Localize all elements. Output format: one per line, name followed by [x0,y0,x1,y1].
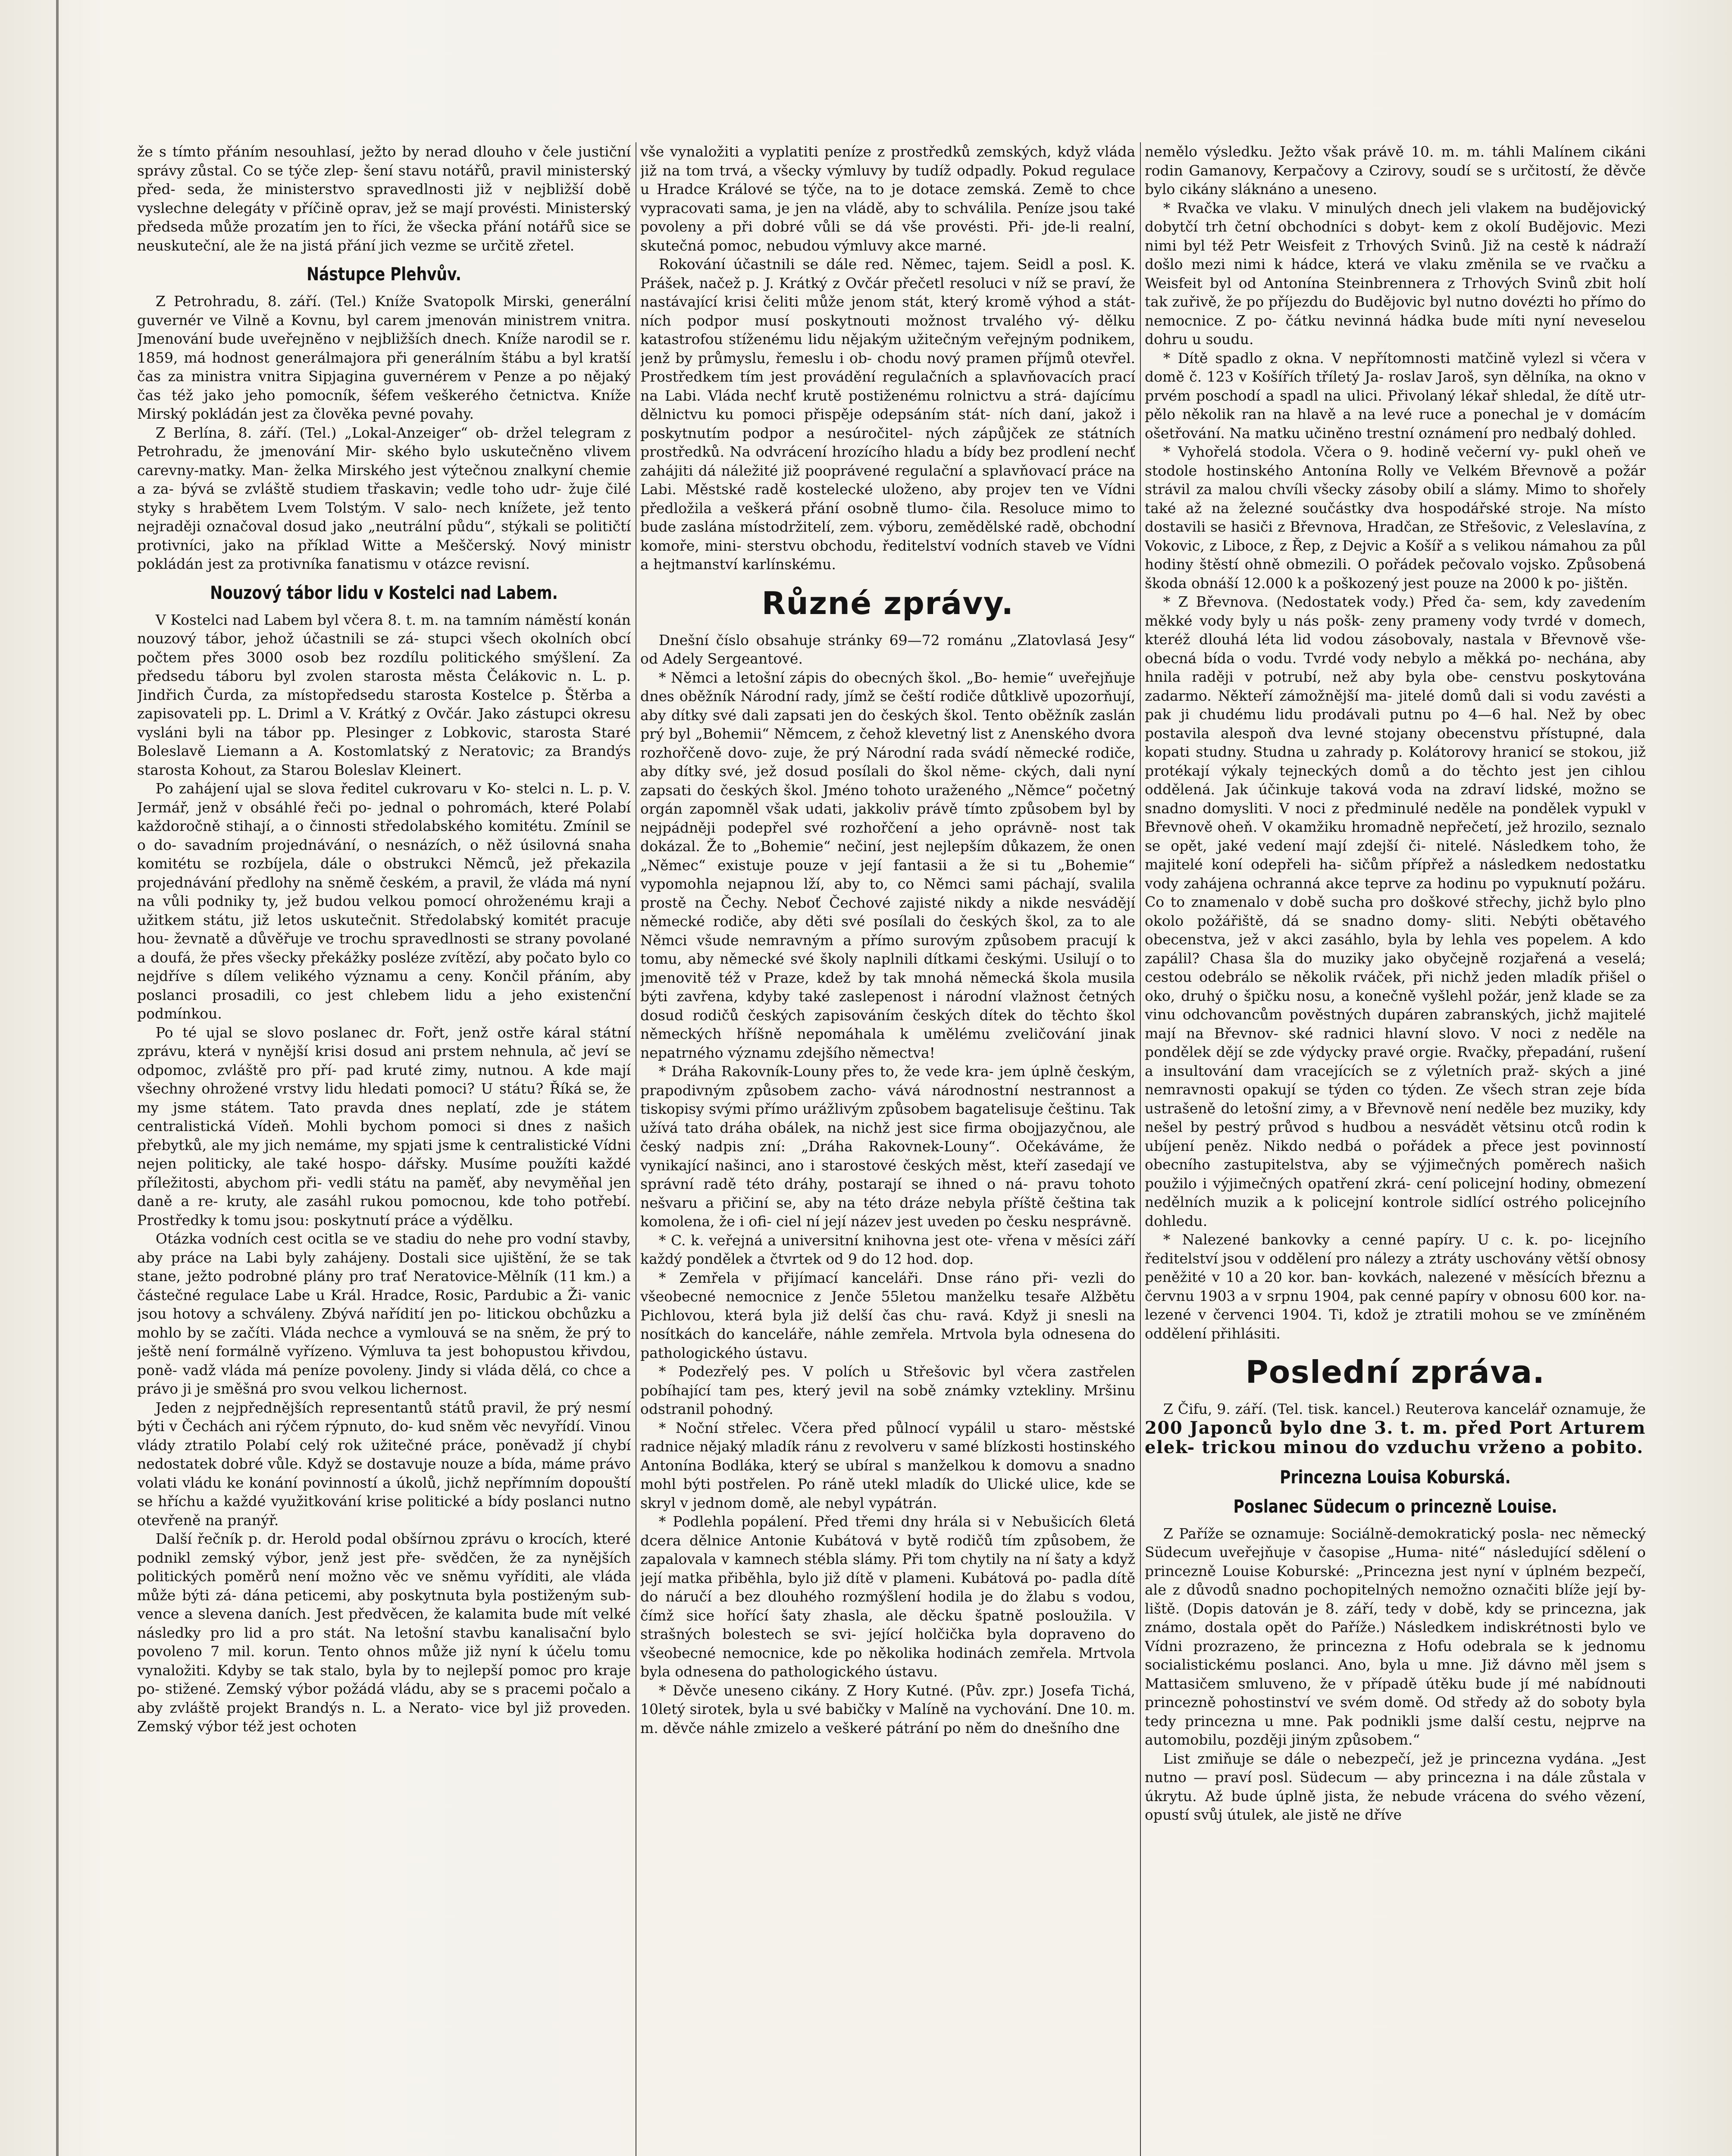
column-2 [640,142,1135,2156]
column-3 [1145,142,1646,2156]
paragraph-notari: že s tímto přáním nesouhlasí, ježto by nerad dlouho v čele justiční správy zůstal. Co se týče zlep- šení stavu notářů, pravil ministerský před- seda, že ministerstvo spravedlnosti již v nejbližší době vyslechne delegáty v příčině oprav, jež se mají provésti. Ministerský předseda může prozatím jen to říci, že všecka přání notářů sice se neuskuteční, ale že na jistá přání jich vezme se určitě zřetel. [137,143,631,254]
paragraph-brevnov: * Z Břevnova. (Nedostatek vody.) Před ča- sem, kdy zavedením měkké vody byly u nás pošk- zeny prameny vody tvrdé v domech, kteréž dlouhá léta lid vodou zásobovaly, nastala v Břevnově vše- obecná bída o vodu. Tvrdé vody nebylo a měkká po- nechána, aby hnila raději v potrubí, než aby byla obe- censtvu poskytována zadarmo. Někteří zámožnější ma- jitelé domů dali si vodu zavésti a pak ji chudému lidu prodávali putnu po 4—6 hal. Než by obec postavila alespoň dva levné stojany obecenstvu přístupné, dala kopati studny. Studna u zahrady p. Kolátorovy hranicí se stokou, již protékají výkaly tejneckých domů a do těchto jest jen cihlou oddělená. Jak účinkuje taková voda na zdraví lidské, možno se snadno domysliti. V noci z předminulé neděle na pondělek vypukl v Břevnově oheň. V okamžiku hromadně nepřečetí, jež hrozilo, seznalo se opět, jaké vedení mají zdejší či- nitelé. Následkem toho, že majitelé koní odepřeli ha- sičům přípřež a následkem nedostatku vody zahájena ochranná akce teprve za hodinu po vypuknutí požáru. Co to znamenalo v době sucha pro doškové střechy, jichž bylo plno okolo požářiště, dá se snadno domy- sliti. Nebýti obětavého obecenstva, jež v akci zasáhlo, byla by lehla ves popelem. A kdo zapálil? Chasa šla do muziky jako obyčejně rozjařená a veselá; cestou odebrálo se několik rváček, při nichž jeden mladík přišel o oko, druhý o špičku nosu, a konečně vyšlehl požár, jenž klade se za vinu odchovancům pověstných dupáren zabranských, jichž majitelé mají na Břevnov- ské radnici hlavní slovo. V noci z neděle na pondělek dějí se zde výdycky pravé orgie. Rvačky, přepadání, rušení a insultování dam vracejících se z výletních praž- ských a jiné nemravnosti opakují se týden co týden. Ze všech stran zeje bída ustrašeně do letošní zimy, a v Břevnově není neděle bez muziky, kdy nešel by pestrý průvod s hudbou a nesvádět větsinu otců rodin k ubíjení peněz. Nikdo nedbá o pořádek a přece jest povinností obecního zastupitelstva, aby se výjimečných poměrech našich použilo i výjimečných opatření zkrá- cení policejní hodiny, obmezení nedělních muzik a k policejní kontrole sidlící ostrého policejního dohledu. [1145,593,1646,1229]
paragraph-resoluce: Rokování účastnili se dále red. Němec, tajem. Seidl a posl. K. Prášek, načež p. J. Krátký z Ovčár přečetl resoluci v níž se praví, že nastávající krisi čeliti může jenom stát, který kromě výhod a stát- ních podpor musí poskytnouti možnost trvalého vý- dělku katastrofou stíženému lidu nějakým užitečným veřejným podnikem, jenž by průmyslu, řemeslu i ob- chodu nový pramen příjmů otevřel. Prostředkem tím jest provádění regulačních a splavňovacích prací na Labi. Vláda nechť krutě postiženému rolnictvu a strá- dajícímu dělnictvu ku pomoci přispěje odepsáním stát- ních daní, jakož i poskytnutím podpor a nesúročitel- ných zápůjček ze státních prostředků. Na odvrácení hrozícího hladu a bídy bez prodlení nechť zahájiti dá náležité již pooprávené regulační a splavňovací práce na Labi. Městské radě kostelecké uloženo, aby projev ten ve Vídni předložila a veškerá přání osobně tlumo- čila. Resoluce mimo to bude zaslána místodržitelí, zem. výboru, zemědělské radě, obchodní komoře, mini- sterstvu obchodu, ředitelství vodních staveb ve Vídni a hejtmanství karlínskému. [640,256,1135,573]
paragraph-draha-rakovnik: * Dráha Rakovník-Louny přes to, že vede kra- jem úplně českým, prapodivným způsobem zacho- vává národnostní nestrannost a tiskopisy svými přímo urážlivým způsobem bagatelisuje češtinu. Tak užívá tato dráha obálek, na nichž jest sice firma obojjazyčnou, ale český nadpis zní: „Dráha Rakovnek-Louny“. Očekáváme, že vynikající našinci, ano i starostové českých měst, kteří zasedají ve správní radě této dráhy, postarají se ihned o ná- pravu tohoto nešvaru a přičiní se, aby na této dráze nebyla příště čeština tak komolena, že i ofi- ciel ní její název jest uveden po česku nesprávně. [640,1063,1135,1230]
paragraph-pariz: Z Paříže se oznamuje: Sociálně-demokratický posla- nec německý Südecum uveřejňuje v časopise „Huma- nité“ následující sdělení o princezně Louise Koburské: „Princezna jest nyní v úplném bezpečí, ale z důvodů snadno pochopitelných nemožno označiti blíže její by- liště. (Dopis datován je 8. září, tedy v době, kdy se princezna, jak známo, dostala opět do Paříže.) Následkem indiskrétnosti bylo ve Vídni prozrazeno, že princezna z Hofu odebrala se k jednomu socialistickému poslanci. Ano, byla u mne. Již dávno měl jsem s Mattasičem smluveno, že v případě útěku bude jí mé nabídnouti princezně pohostinství ve svém domě. Od středy až do soboty byla tedy princezna u mne. Pak podnikli jsme další cestu, nejprve na automobilu, později jiným způsobem.“ [1145,1525,1646,1748]
heading-nouzovy-tabor: Nouzový tábor lidu v Kostelci nad Labem. [210,582,558,603]
heading-sudecum: Poslanec Südecum o princezně Louise. [1233,1495,1557,1517]
heading-ruzne-zpravy: Různé zprávy. [761,585,1014,621]
paragraph-vyhorela-stodola: * Vyhořelá stodola. Včera o 9. hodině večerní vy- pukl oheň ve stodole hostinského Antonína Rolly ve Velkém Břevnově a požár strávil za malou chvíli všecky zásoby obilí a slámy. Mimo to shořely také až na železné součástky dva hospodářské stroje. Na místo dostavili se hasiči z Břevnova, Hradčan, ze Střešovic, z Veleslavína, z Vokovic, z Liboce, z Řep, z Dejvic a Košíř a s velikou námahou za půl hodiny štěstí ohně obmezili. O pořádek pečovalo vojsko. Způsobená škoda obnáší 12.000 k a poškozený jest pouze na 2000 k po- jištěn. [1145,443,1646,592]
paragraph-vodni-cesty: Otázka vodních cest ocitla se ve stadiu do nehe pro vodní stavby, aby práce na Labi byly zahájeny. Dostali sice ujištění, že se tak stane, ježto podrobné plány pro trať Neratovice-Mělník (11 km.) a částečné regulace Labe u Král. Hradce, Rosic, Pardubic a Ži- vanic jsou hotovy a schváleny. Zbývá nařídití jen po- litickou obchůzku a mohlo by se začíti. Vláda nechce a vymlouvá se na sněm, že prý to ještě není formálně vyřízeno. Výmluva ta jest bohopustou křivdou, poně- vadž vláda má peníze povoleny. Jindy si vláda dělá, co chce a právo ji je směšná pro svou velkou lichernost. [137,1230,631,1397]
heading-posledni-zprava: Poslední zpráva. [1245,1354,1545,1390]
paragraph-nemci-zapis: * Němci a letošní zápis do obecných škol. „Bo- hemie“ uveřejňuje dnes oběžník Národní rady, jímž se čeští rodiče důtklivě upozorňují, aby dítky své dali zapsati jen do českých škol. Tento oběžník zaslán prý byl „Bohemii“ Němcem, z čehož klevetný list z Anenského dvora rozhořčeně dovo- zuje, že prý Národní rada svádí německé rodiče, aby dítky své, jež dosud posílali do škol něme- ckých, dali nyní zapsati do českých škol. Jméno tohoto uraženého „Němce“ početný orgán zapomněl však udati, jakkoliv právě tímto způsobem byl by nejpádněji podepřel své rozhořčení a jeho oprávně- nost tak dokázal. Že to „Bohemie“ nečiní, jest nejlepším důkazem, že onen „Němec“ existuje pouze v její fantasii a že si tu „Bohemie“ vypomohla nejapnou lží, aby to, co Němci sami páchají, svalila prostě na Čechy. Neboť Čechové zajisté nikdy a nikde nesvádějí německé rodiče, aby děti své posílali do českých škol, za to ale Němci všude nemravným a přímo surovým způsobem pracují k tomu, aby německé své školy naplnili dítkami českými. Usilují o to jmenovitě též v Praze, kdež by tak mnohá německá škola musila býti zavřena, kdyby také zaslepenost i národní vlažnost četných dosud rodičů českých zapisováním českých dítek do těchto škol německých hříšně nepomáhala k umělému zveličování jinak nepatrného významu zdejšího němectva! [640,669,1135,1061]
heading-princezna-louisa: Princezna Louisa Koburská. [1280,1466,1511,1488]
paragraph-podezrely-pes: * Podezřelý pes. V polích u Střešovic byl včera zastřelen pobíhající tam pes, který jevil na sobě známky vztekliny. Mršinu odstranil pohodný. [640,1363,1135,1417]
heading-nastupce-plehvuv: Nástupce Plehvův. [307,263,461,285]
paragraph-berlin: Z Berlína, 8. září. (Tel.) „Lokal-Anzeiger“ ob- držel telegram z Petrohradu, že jmenování Mir- ského bylo uskutečněno vlivem carevny-matky. Man- želka Mirského jest výtečnou znalkyní chemie a za- bývá se zvláště studiem třaskavin; vedle toho udr- žuje čilé styky s hrabětem Lvem Tolstým. V salo- nech knížete, jež tento nejraději označoval dosud jako „neutrální půdu“, stýkali se političtí protivníci, jako na příklad Witte a Meščerský. Nový ministr pokládán jest za protivníka fanatismu v otázce revisní. [137,424,631,572]
column-1 [137,142,631,2156]
paragraph-fort: Po té ujal se slovo poslanec dr. Fořt, jenž ostře káral státní zprávu, která v nynější krisi dosud ani prstem nehnula, ač jeví se odpomoc, zvláště pro pří- pad kruté zimy, nutnou. A kde mají všechny ohrožené vrstvy lidu hledati pomoci? U státu? Říká se, že my jsme státem. Tato pravda dnes neplatí, zde je státem centralistická Vídeň. Mohli bychom pomoci si dnes z našich přebytků, ale my jich nemáme, my spjati jsme k centralistické Vídni nejen politicky, ale také hospo- dářsky. Musíme použíti každé příležitosti, abychom při- vedli státu na paměť, aby nevyměňal jen daně a re- kruty, ale zasáhl rukou pomocnou, kde toho potřebí. Prostředky k tomu jsou: poskytnutí práce a výdělku. [137,1024,631,1228]
paragraph-roman-notice: Dnešní číslo obsahuje stránky 69—72 románu „Zlatovlasá Jesy“ od Adely Sergeantové. [640,631,1135,667]
column-rule-2 [1140,142,1141,2156]
paragraph-herold: Další řečník p. dr. Herold podal obšírnou zprávu o krocích, které podnikl zemský výbor, jenž jest pře- svědčen, že za nynějších politických poměrů není možno věc ve sněmu vyříditi, ale vláda může býti zá- dána peticemi, aby poskytnuta byla postiženým sub- vence a slevena daních. Jest předvěcen, že kalamita bude mít velké následky pro lid a pro stát. Na letošní stavbu kanalisační bylo povoleno 7 mil. korun. Tento ohnos může již nyní k účelu tomu vynaložiti. Kdyby se tak stalo, byla by to nejlepší pomoc pro kraje po- stižené. Zemský výbor požádá vládu, aby se s pracemi počalo a aby zvláště projekt Brandýs n. L. a Nerato- vice byl již proveden. Zemský výbor též jest ochoten [137,1530,631,1735]
paragraph-devce-uneseno: * Děvče uneseno cikány. Z Hory Kutné. (Pův. zpr.) Josefa Tichá, 10letý sirotek, byla u své babičky v Malíně na vychování. Dne 10. m. m. děvče náhle zmizelo a veškeré pátrání po něm do dnešního dne [640,1682,1135,1736]
port-artur-lead: Z Čifu, 9. září. (Tel. tisk. kancel.) Reuterova kancelář oznamuje, že [1163,1401,1646,1417]
page-edge-shadow [56,0,59,2156]
paragraph-zemrela: * Zemřela v přijímací kanceláři. Dnse ráno při- vezli do všeobecné nemocnice z Jenče 55letou manželku tesaře Alžbětu Pichlovou, která byla již delší čas chu- ravá. Když ji snesli na nosítkách do kanceláře, náhle zemřela. Mrtvola byla odnesena do pathologického ústavu. [640,1269,1135,1361]
paragraph-dite-spadlo: * Dítě spadlo z okna. V nepřítomnosti matčině vylezl si včera v domě č. 123 v Košířích tříletý Ja- roslav Jaroš, syn dělníka, na okno v prvém poschodí a spadl na ulici. Přivolaný lékař shledal, že dítě utr- pělo několik ran na hlavě a na levé ruce a ponechal je v domácím ošetřování. Na matku učiněno trestní oznámení pro nedbalý dohled. [1145,349,1646,442]
paragraph-bankovky: * Nalezené bankovky a cenné papíry. U c. k. po- licejního ředitelství jsou v oddělení pro nálezy a ztráty uschovány větší obnosy peněžité v 10 a 20 kor. ban- kovkách, nalezené v měsících březnu a červnu 1903 a v srpnu 1904, pak cenné papíry v obnosu 600 kor. na- lezené v červenci 1904. Ti, kdož je ztratili mohou se ve zmíněném oddělení přihlásiti. [1145,1231,1646,1342]
paragraph-tabor-intro: V Kostelci nad Labem byl včera 8. t. m. na tamním náměstí konán nouzový tábor, jehož účastnili se zá- stupci všech okolních obcí počtem přes 3000 osob bez rozdílu politického smýšlení. Za předsedu táboru byl zvolen starosta města Čelákovic n. L. p. Jindřich Čurda, za místopředsedu starosta Kostelce p. Štěrba a zapisovateli pp. L. Driml a V. Krátký z Ovčár. Jako zástupci okresu vysláni byli na tábor pp. Plesinger z Lobkovic, starosta Staré Boleslavě Liemann a A. Kostomlatský z Neratovic; za Brandýs starosta Kohout, za Starou Boleslav Kleinert. [137,611,631,778]
paragraph-list-zminuje: List zmiňuje se dále o nebezpečí, jež je princezna vydána. „Jest nutno — praví posl. Südecum — aby princezna i na dále zůstala v úkrytu. Až bude úplně jista, že nebude vrácena do svého vězení, opustí svůj útulek, ale jistě ne dříve [1145,1750,1646,1823]
paragraph-cikani: nemělo výsledku. Ježto však právě 10. m. m. táhli Malínem cikáni rodin Gamanovy, Kerpačovy a Czirovy, soudí se s určitostí, že děvče bylo cikány sláknáno a uneseno. [1145,143,1646,197]
paragraph-port-artur [1145,1400,1646,1458]
paragraph-knihovna: * C. k. veřejná a universitní knihovna jest ote- vřena v měsíci září každý pondělek a čtvrtek od 9 do 12 hod. dop. [640,1232,1135,1267]
paragraph-representant: Jeden z nejpřednějších representantů států pravil, že prý nesmí býti v Čechách ani rýčem rýpnuto, do- kud sněm věc nevyřídí. Vinou vlády ztratilo Polabí celý rok užitečné práce, poněvadž jí chybí nedostatek dobré vůle. Když se dostavuje nouze a bída, máme právo volati vládu ke konání povinností a úkolů, jichž nepřímním dopouští se hříchu a každé využitkování krise politické a bídy poslanci nutno otevřeně na pranýř. [137,1399,631,1529]
paragraph-jermar: Po zahájení ujal se slova ředitel cukrovaru v Ko- stelci n. L. p. V. Jermář, jenž v obsáhlé řeči po- jednal o pohromách, které Polabí každoročně stihají, a o činnosti středolabského komitétu. Zmínil se o do- savadním projednávání, o nesnázích, o něž úsilovná snaha komitétu se rozbíjela, dále o obstrukci Němců, jež překazila projednávání předlohy na sněmě českém, a pravil, že vláda má nyní na vůli podniky ty, jež budou velkou pomocí ohroženému kraji a užitkem státu, již letos uskutečnit. Středolabský komitét pracuje hou- ževnatě a důvěřuje ve trochu spravedlnosti se strany povolané a doufá, že přes všecky překážky posléze zvítězí, aby počato bylo co nejdříve s dílem velikého významu a ceny. Končil přáním, aby poslanci prosadili, co jest chlebem lidu a jeho existenční podmínkou. [137,780,631,1022]
port-artur-bold: 200 Japonců bylo dne 3. t. m. před Port Arturem elek- trickou minou do vzduchu vrženo a pobito. [1145,1417,1646,1457]
paragraph-podlehla-popaleni: * Podlehla popálení. Před třemi dny hrála si v Nebušicích 6letá dcera dělnice Antonie Kubátová v bytě rodičů tím způsobem, že zapalovala v kamnech stébla slámy. Při tom chytily na ní šaty a když její matka přiběhla, bylo již dítě v plameni. Kubátová po- padla dítě do náručí a bez dlouhého rozmýšlení hodila je do žlabu s vodou, čímž sice hořící šaty zhasla, ale děcku špatně posloužila. V strašných bolestech se svi- jející holčička byla dopraveno do všeobecné nemocnice, kde po několika hodinách zemřela. Mrtvola byla odnesena do pathologického ústavu. [640,1513,1135,1680]
paragraph-rvacka-vlak: * Rvačka ve vlaku. V minulých dnech jeli vlakem na budějovický dobytčí trh četní obchodníci s dobyt- kem z okolí Budějovic. Mezi nimi byl též Petr Weisfeit z Trhových Svinů. Již na cestě k nádraží došlo mezi nimi k hádce, která ve vlaku změnila se ve rvačku a Weisfeit byl od Antonína Steinbrennera z Trhových Svinů zbit holí tak zuřivě, že po příjezdu do Budějovic byl nutno dovézti ho přímo do nemocnice. Z po- čátku nevinná hádka bude míti nyní neveselou dohru u soudu. [1145,199,1646,348]
paragraph-vynalozeni: vše vynaložiti a vyplatiti peníze z prostředků zemských, když vláda již na tom trvá, a všecky výmluvy by tudíž odpadly. Pokud regulace u Hradce Králové se týče, na to je dotace zemská. Země to chce vypracovati sama, je jen na vládě, aby to schválila. Peníze jsou také povoleny a při dobré vůli se dá vše provésti. Při- jde-li realní, skutečná pomoc, nebudou výmluvy akce marné. [640,143,1135,254]
paragraph-petrohrad: Z Petrohradu, 8. září. (Tel.) Kníže Svatopolk Mirski, generální guvernér ve Vilně a Kovnu, byl carem jmenován ministrem vnitra. Jmenování bude uveřejněno v nejbližších dnech. Kníže narodil se r. 1859, má hodnost generálmajora při generálním štábu a byl kratší čas za ministra vnitra Sipjagina guvernérem v Penze a po nějaký čas též jako jeho pomocník, šéfem veškerého četnictva. Kníže Mirský pokládán jest za člověka pevné povahy. [137,293,631,422]
paragraph-nocni-strelec: * Noční střelec. Včera před půlnocí vypálil u staro- městské radnice nějaký mladík ránu z revolveru v samé blízkosti hostinského Antonína Bodláka, který se ubíral s manželkou k domovu a snadno mohl býti postřelen. Po ráně utekl mladík do Ulické ulice, kde se skryl v jednom domě, ale nebyl vypátrán. [640,1419,1135,1511]
